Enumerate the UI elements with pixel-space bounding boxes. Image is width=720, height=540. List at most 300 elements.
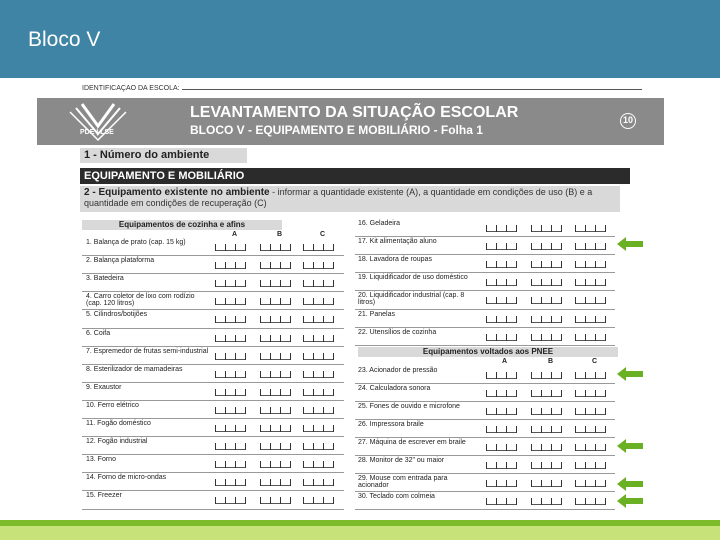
quantity-field-b[interactable] (531, 240, 561, 250)
digit-separator (595, 390, 596, 397)
quantity-field-b[interactable] (531, 258, 561, 268)
quantity-field-c[interactable] (575, 405, 605, 415)
digit-separator (496, 297, 497, 304)
digit-separator (215, 371, 216, 378)
equipment-item-label: 19. Liquidificador de uso doméstico (358, 274, 468, 282)
digit-separator (561, 243, 562, 250)
digit-separator (496, 372, 497, 379)
digit-separator (245, 407, 246, 414)
quantity-field-b[interactable] (531, 495, 561, 505)
digit-separator (595, 444, 596, 451)
quantity-field-a[interactable] (486, 405, 516, 415)
digit-separator (605, 498, 606, 505)
digit-separator (215, 461, 216, 468)
quantity-field-a[interactable] (215, 295, 245, 305)
quantity-field-a[interactable] (486, 276, 516, 286)
quantity-field-c[interactable] (303, 458, 333, 468)
quantity-field-a[interactable] (486, 423, 516, 433)
row-divider (355, 455, 615, 456)
digit-separator (531, 243, 532, 250)
digit-separator (496, 390, 497, 397)
quantity-field-b[interactable] (260, 350, 290, 360)
quantity-field-b[interactable] (260, 241, 290, 251)
digit-separator (516, 462, 517, 469)
quantity-field-c[interactable] (303, 295, 333, 305)
quantity-field-c[interactable] (303, 386, 333, 396)
digit-separator (585, 444, 586, 451)
quantity-field-a[interactable] (215, 440, 245, 450)
digit-separator (290, 262, 291, 269)
digit-separator (323, 244, 324, 251)
equipment-item-label: 11. Fogão doméstico (86, 420, 151, 427)
quantity-field-b[interactable] (531, 387, 561, 397)
quantity-field-c[interactable] (575, 369, 605, 379)
col-c-right: C (592, 358, 598, 365)
digit-separator (516, 334, 517, 341)
digit-separator (595, 334, 596, 341)
digit-separator (270, 443, 271, 450)
quantity-field-b[interactable] (260, 368, 290, 378)
digit-separator (235, 407, 236, 414)
quantity-field-a[interactable] (486, 294, 516, 304)
quantity-field-b[interactable] (260, 295, 290, 305)
quantity-field-a[interactable] (215, 494, 245, 504)
section2-title: 2 - Equipamento existente no ambiente (84, 187, 270, 198)
row-divider (82, 273, 344, 274)
quantity-field-b[interactable] (260, 476, 290, 486)
digit-separator (225, 497, 226, 504)
digit-separator (595, 243, 596, 250)
digit-separator (215, 353, 216, 360)
digit-separator (225, 407, 226, 414)
equipment-item-label: 10. Ferro elétrico (86, 401, 139, 409)
digit-separator (585, 498, 586, 505)
quantity-field-a[interactable] (486, 313, 516, 323)
quantity-field-c[interactable] (303, 332, 333, 342)
digit-separator (313, 244, 314, 251)
quantity-field-c[interactable] (303, 476, 333, 486)
digit-separator (280, 280, 281, 287)
quantity-field-b[interactable] (260, 332, 290, 342)
row-divider (82, 436, 344, 437)
digit-separator (551, 480, 552, 487)
digit-separator (313, 353, 314, 360)
digit-separator (531, 408, 532, 415)
digit-separator (561, 261, 562, 268)
quantity-field-c[interactable] (303, 277, 333, 287)
digit-separator (561, 297, 562, 304)
digit-separator (235, 425, 236, 432)
digit-separator (551, 297, 552, 304)
quantity-field-a[interactable] (215, 241, 245, 251)
digit-separator (551, 444, 552, 451)
digit-separator (561, 408, 562, 415)
digit-separator (313, 479, 314, 486)
quantity-field-c[interactable] (303, 494, 333, 504)
digit-separator (551, 372, 552, 379)
digit-separator (225, 335, 226, 342)
digit-separator (260, 425, 261, 432)
digit-separator (575, 426, 576, 433)
quantity-field-c[interactable] (575, 240, 605, 250)
quantity-field-b[interactable] (531, 441, 561, 451)
quantity-field-c[interactable] (575, 459, 605, 469)
quantity-field-b[interactable] (260, 277, 290, 287)
quantity-field-c[interactable] (575, 477, 605, 487)
quantity-field-c[interactable] (575, 258, 605, 268)
digit-separator (531, 261, 532, 268)
digit-separator (516, 297, 517, 304)
equipment-item-label: 15. Freezer (86, 492, 122, 500)
digit-separator (323, 262, 324, 269)
digit-separator (260, 298, 261, 305)
quantity-field-b[interactable] (531, 331, 561, 341)
digit-separator (575, 480, 576, 487)
digit-separator (215, 479, 216, 486)
digit-separator (290, 353, 291, 360)
quantity-field-a[interactable] (215, 476, 245, 486)
digit-separator (245, 425, 246, 432)
quantity-field-a[interactable] (486, 495, 516, 505)
form-title: LEVANTAMENTO DA SITUAÇÃO ESCOLAR (190, 104, 519, 121)
digit-separator (585, 480, 586, 487)
quantity-field-a[interactable] (486, 369, 516, 379)
digit-separator (516, 279, 517, 286)
digit-separator (333, 407, 334, 414)
digit-separator (541, 225, 542, 232)
equipment-item-label: 20. Liquidificador industrial (cap. 8 litros) (358, 292, 465, 307)
quantity-field-b[interactable] (260, 458, 290, 468)
digit-separator (541, 390, 542, 397)
digit-separator (270, 262, 271, 269)
digit-separator (260, 479, 261, 486)
digit-separator (313, 461, 314, 468)
digit-separator (585, 297, 586, 304)
quantity-field-b[interactable] (260, 386, 290, 396)
digit-separator (561, 225, 562, 232)
digit-separator (260, 316, 261, 323)
digit-separator (575, 462, 576, 469)
digit-separator (270, 280, 271, 287)
quantity-field-a[interactable] (486, 477, 516, 487)
digit-separator (575, 498, 576, 505)
quantity-field-c[interactable] (303, 241, 333, 251)
quantity-field-a[interactable] (486, 441, 516, 451)
quantity-field-c[interactable] (575, 331, 605, 341)
digit-separator (506, 279, 507, 286)
digit-separator (531, 225, 532, 232)
equipment-item-label: 14. Forno de micro-ondas (86, 474, 167, 482)
digit-separator (595, 372, 596, 379)
digit-separator (333, 280, 334, 287)
digit-separator (290, 443, 291, 450)
digit-separator (605, 334, 606, 341)
quantity-field-a[interactable] (486, 387, 516, 397)
digit-separator (551, 225, 552, 232)
quantity-field-a[interactable] (215, 332, 245, 342)
digit-separator (235, 280, 236, 287)
equipment-item-label: 6. Coifa (86, 329, 111, 337)
digit-separator (260, 389, 261, 396)
digit-separator (333, 316, 334, 323)
digit-separator (561, 444, 562, 451)
digit-separator (541, 372, 542, 379)
digit-separator (280, 371, 281, 378)
quantity-field-b[interactable] (260, 422, 290, 432)
quantity-field-a[interactable] (215, 350, 245, 360)
quantity-field-c[interactable] (303, 350, 333, 360)
quantity-field-b[interactable] (531, 313, 561, 323)
equipment-item-label: 5. Cilindros/botijões (86, 311, 148, 319)
quantity-field-b[interactable] (260, 404, 290, 414)
quantity-field-b[interactable] (531, 222, 561, 232)
digit-separator (225, 353, 226, 360)
col-b-right: B (548, 358, 554, 365)
digit-separator (496, 498, 497, 505)
form-subtitle: BLOCO V - EQUIPAMENTO E MOBILIÁRIO - Folha 1 (190, 123, 483, 137)
digit-separator (215, 262, 216, 269)
row-divider (82, 291, 344, 292)
digit-separator (245, 298, 246, 305)
digit-separator (575, 297, 576, 304)
digit-separator (323, 371, 324, 378)
digit-separator (280, 335, 281, 342)
quantity-field-c[interactable] (303, 368, 333, 378)
digit-separator (333, 479, 334, 486)
digit-separator (605, 261, 606, 268)
digit-separator (506, 408, 507, 415)
logo-text: PDE | LSE (80, 129, 114, 136)
digit-separator (516, 444, 517, 451)
digit-separator (225, 443, 226, 450)
digit-separator (313, 497, 314, 504)
section-room-number: 1 - Número do ambiente (80, 148, 247, 163)
digit-separator (333, 443, 334, 450)
digit-separator (235, 353, 236, 360)
quantity-field-c[interactable] (303, 422, 333, 432)
row-divider (355, 290, 615, 291)
digit-separator (551, 390, 552, 397)
digit-separator (551, 279, 552, 286)
quantity-field-a[interactable] (215, 313, 245, 323)
digit-separator (516, 243, 517, 250)
digit-separator (245, 389, 246, 396)
digit-separator (280, 497, 281, 504)
digit-separator (595, 316, 596, 323)
digit-separator (225, 425, 226, 432)
digit-separator (290, 244, 291, 251)
quantity-field-b[interactable] (260, 313, 290, 323)
digit-separator (235, 335, 236, 342)
digit-separator (551, 316, 552, 323)
digit-separator (303, 497, 304, 504)
quantity-field-a[interactable] (215, 368, 245, 378)
digit-separator (486, 390, 487, 397)
digit-separator (303, 244, 304, 251)
quantity-field-c[interactable] (575, 441, 605, 451)
equipment-item-label: 21. Panelas (358, 310, 395, 318)
quantity-field-c[interactable] (575, 423, 605, 433)
digit-separator (516, 426, 517, 433)
digit-separator (260, 443, 261, 450)
digit-separator (585, 225, 586, 232)
quantity-field-c[interactable] (575, 495, 605, 505)
digit-separator (245, 316, 246, 323)
digit-separator (333, 497, 334, 504)
digit-separator (541, 462, 542, 469)
digit-separator (486, 408, 487, 415)
quantity-field-b[interactable] (260, 259, 290, 269)
digit-separator (486, 334, 487, 341)
digit-separator (541, 279, 542, 286)
quantity-field-c[interactable] (575, 387, 605, 397)
digit-separator (516, 225, 517, 232)
row-divider (82, 418, 344, 419)
equipment-item-label: 18. Lavadora de roupas (358, 256, 432, 264)
digit-separator (561, 426, 562, 433)
digit-separator (506, 243, 507, 250)
digit-separator (506, 498, 507, 505)
digit-separator (506, 261, 507, 268)
quantity-field-c[interactable] (303, 259, 333, 269)
digit-separator (575, 225, 576, 232)
quantity-field-b[interactable] (531, 423, 561, 433)
digit-separator (605, 225, 606, 232)
digit-separator (486, 426, 487, 433)
quantity-field-c[interactable] (575, 222, 605, 232)
digit-separator (575, 279, 576, 286)
digit-separator (595, 480, 596, 487)
digit-separator (215, 443, 216, 450)
quantity-field-c[interactable] (303, 404, 333, 414)
quantity-field-b[interactable] (531, 369, 561, 379)
digit-separator (496, 225, 497, 232)
digit-separator (531, 372, 532, 379)
digit-separator (260, 335, 261, 342)
row-divider (82, 309, 344, 310)
digit-separator (585, 426, 586, 433)
digit-separator (323, 425, 324, 432)
digit-separator (270, 407, 271, 414)
quantity-field-b[interactable] (531, 477, 561, 487)
digit-separator (245, 244, 246, 251)
digit-separator (486, 372, 487, 379)
slide-header (0, 0, 720, 78)
digit-separator (561, 279, 562, 286)
quantity-field-a[interactable] (215, 386, 245, 396)
digit-separator (486, 279, 487, 286)
digit-separator (531, 444, 532, 451)
row-divider (355, 327, 615, 328)
digit-separator (290, 298, 291, 305)
quantity-field-b[interactable] (531, 459, 561, 469)
quantity-field-b[interactable] (531, 294, 561, 304)
digit-separator (595, 279, 596, 286)
digit-separator (313, 262, 314, 269)
digit-separator (260, 461, 261, 468)
left-arrow-icon (617, 477, 643, 491)
digit-separator (333, 371, 334, 378)
digit-separator (585, 279, 586, 286)
quantity-field-a[interactable] (486, 222, 516, 232)
quantity-field-a[interactable] (486, 459, 516, 469)
digit-separator (595, 225, 596, 232)
digit-separator (575, 243, 576, 250)
digit-separator (235, 371, 236, 378)
digit-separator (260, 371, 261, 378)
section-equipment-header: EQUIPAMENTO E MOBILIÁRIO (80, 168, 630, 184)
digit-separator (215, 244, 216, 251)
quantity-field-c[interactable] (575, 313, 605, 323)
digit-separator (531, 279, 532, 286)
quantity-field-a[interactable] (215, 422, 245, 432)
equipment-item-label: 23. Acionador de pressão (358, 367, 438, 374)
digit-separator (585, 316, 586, 323)
quantity-field-a[interactable] (215, 259, 245, 269)
digit-separator (496, 316, 497, 323)
digit-separator (290, 479, 291, 486)
quantity-field-b[interactable] (531, 276, 561, 286)
digit-separator (303, 389, 304, 396)
quantity-field-a[interactable] (486, 331, 516, 341)
digit-separator (486, 480, 487, 487)
school-identification (82, 85, 662, 92)
quantity-field-b[interactable] (260, 494, 290, 504)
quantity-field-c[interactable] (575, 276, 605, 286)
digit-separator (303, 280, 304, 287)
digit-separator (541, 444, 542, 451)
quantity-field-c[interactable] (303, 313, 333, 323)
digit-separator (575, 316, 576, 323)
digit-separator (585, 261, 586, 268)
row-divider (355, 383, 615, 384)
quantity-field-a[interactable] (486, 258, 516, 268)
quantity-field-c[interactable] (575, 294, 605, 304)
digit-separator (496, 243, 497, 250)
digit-separator (585, 462, 586, 469)
quantity-field-c[interactable] (303, 440, 333, 450)
digit-separator (333, 244, 334, 251)
digit-separator (506, 297, 507, 304)
digit-separator (575, 444, 576, 451)
digit-separator (561, 480, 562, 487)
quantity-field-a[interactable] (215, 404, 245, 414)
digit-separator (303, 353, 304, 360)
digit-separator (260, 262, 261, 269)
digit-separator (270, 298, 271, 305)
digit-separator (280, 353, 281, 360)
pde-logo-icon (42, 100, 132, 144)
digit-separator (313, 280, 314, 287)
quantity-field-a[interactable] (215, 277, 245, 287)
digit-separator (313, 371, 314, 378)
digit-separator (333, 298, 334, 305)
col-b-left: B (277, 231, 283, 238)
quantity-field-b[interactable] (260, 440, 290, 450)
digit-separator (605, 426, 606, 433)
digit-separator (303, 425, 304, 432)
digit-separator (260, 244, 261, 251)
digit-separator (313, 425, 314, 432)
col-a-right: A (502, 358, 508, 365)
quantity-field-a[interactable] (215, 458, 245, 468)
digit-separator (333, 425, 334, 432)
quantity-field-a[interactable] (486, 240, 516, 250)
quantity-field-b[interactable] (531, 405, 561, 415)
digit-separator (270, 316, 271, 323)
digit-separator (531, 498, 532, 505)
digit-separator (333, 335, 334, 342)
